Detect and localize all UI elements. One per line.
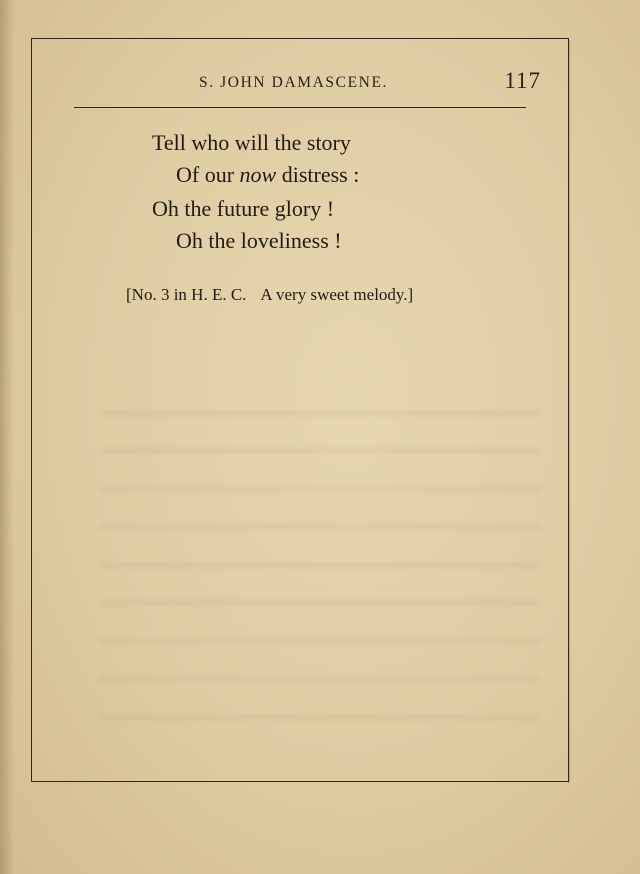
verse-line-1: Tell who will the story [152,130,351,155]
verse-line-2 [176,162,359,188]
verse-line-2-start: Of our [176,162,240,187]
editorial-note [126,285,413,305]
running-head [75,68,541,98]
verse-line-2-end: distress : [276,162,360,187]
verse-line-3: Oh the future glory ! [152,196,335,221]
verse-line-4: Oh the loveliness ! [176,228,342,253]
note-reference: [No. 3 in H. E. C. [126,285,247,304]
header-rule [74,107,526,108]
running-title: S. JOHN DAMASCENE. [199,74,388,91]
page-edge-shadow [0,0,14,874]
verse-line-2-emphasis: now [239,162,277,187]
note-remark: A very sweet melody.] [260,285,414,304]
page-number: 117 [504,68,541,93]
border-shadow [568,40,571,783]
